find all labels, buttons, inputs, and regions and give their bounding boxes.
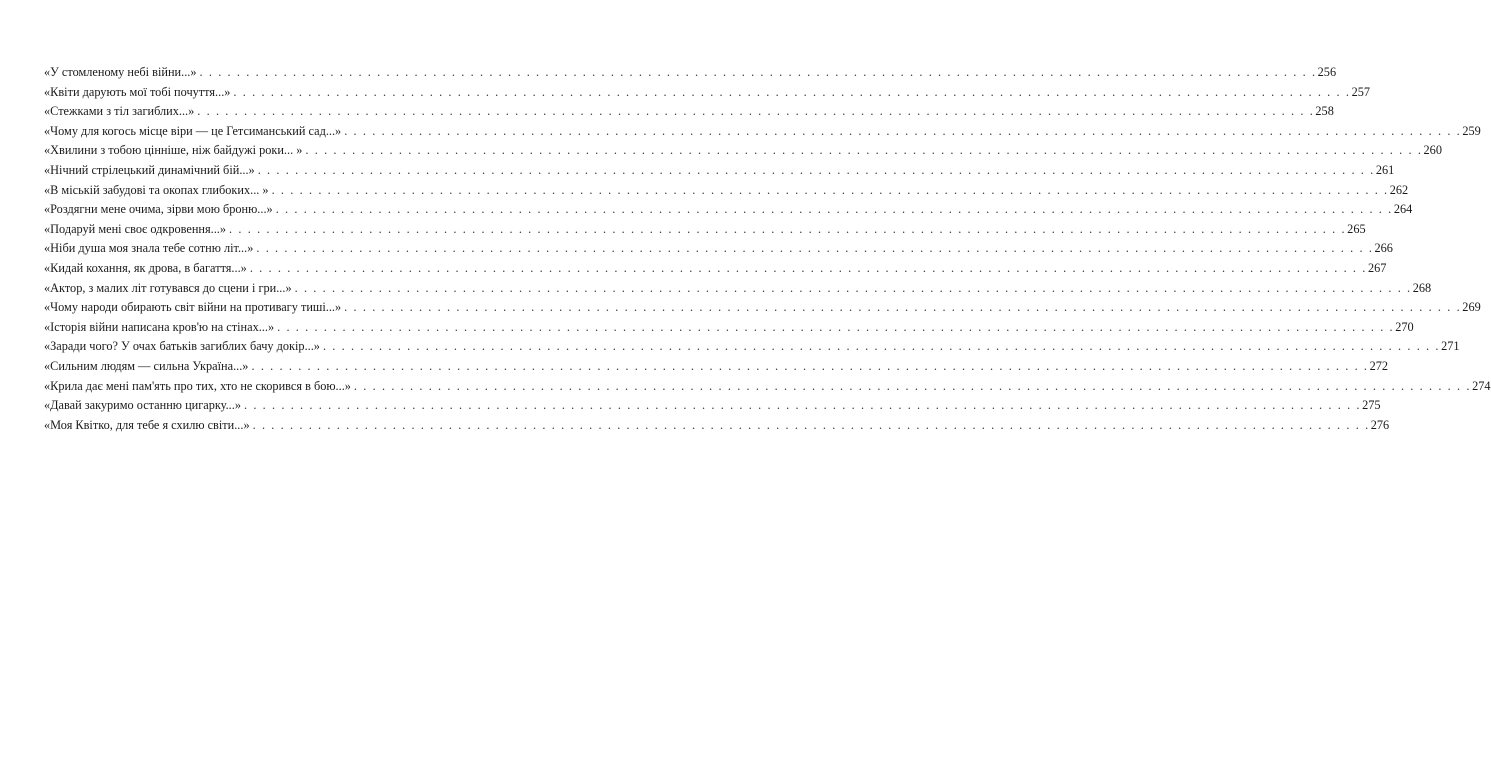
dot-leader: . . . . . . . . . . . . . . . . . . . . . . . . . . . . . . . . . . . . . . . . . . . . . . . . . . . . . . . . . . . . . . . . . . . . . . . . . . . . . . . . . . . . . . . . . . . . . . . . . . . . . . . . . . . . . . . . . . . . . . . .	[197, 104, 1315, 119]
toc-entry-title: «В міській забудові та окопах глибоких... »	[44, 182, 269, 197]
toc-entry-title: «Хвилини з тобою цінніше, ніж байдужі роки... »	[44, 143, 303, 158]
toc-entry	[44, 220, 1366, 240]
toc-entry-page-number: 269	[1462, 300, 1481, 315]
toc-entry-title: «Крила дає мені пам'ять про тих, хто не скорився в бою...»	[44, 378, 351, 393]
toc-entry-page-number: 276	[1370, 417, 1390, 432]
toc-entry-page-number: 265	[1347, 221, 1366, 236]
dot-leader: . . . . . . . . . . . . . . . . . . . . . . . . . . . . . . . . . . . . . . . . . . . . . . . . . . . . . . . . . . . . . . . . . . . . . . . . . . . . . . . . . . . . . . . . . . . . . . . . . . . . . . . . . . . . . . . . . . . . . . . .	[199, 65, 1317, 79]
toc-entry-page-number: 274	[1472, 378, 1491, 393]
toc-entry-page-number: 264	[1393, 202, 1413, 217]
dot-leader: . . . . . . . . . . . . . . . . . . . . . . . . . . . . . . . . . . . . . . . . . . . . . . . . . . . . . . . . . . . . . . . . . . . . . . . . . . . . . . . . . . . . . . . . . . . . . . . . . . . . . . . . . . . . . . . . . . . . . . . .	[277, 319, 1395, 334]
toc-entry-title: «Заради чого? У очах батьків загиблих бачу докір...»	[44, 339, 320, 354]
toc-entry	[44, 279, 1432, 299]
toc-entry	[44, 377, 1491, 397]
dot-leader: . . . . . . . . . . . . . . . . . . . . . . . . . . . . . . . . . . . . . . . . . . . . . . . . . . . . . . . . . . . . . . . . . . . . . . . . . . . . . . . . . . . . . . . . . . . . . . . . . . . . . . . . . . . . . . . . . . . . . . . .	[353, 378, 1472, 393]
toc-entry-title: «Квіти дарують мої тобі почуття...»	[44, 84, 231, 99]
toc-entry	[44, 63, 1337, 83]
toc-entry-page-number: 260	[1423, 143, 1442, 158]
toc-entry-page-number: 257	[1351, 84, 1371, 99]
toc-entry-page-number: 258	[1315, 104, 1334, 119]
toc-entry	[44, 141, 1442, 161]
toc-entry-title: «Подаруй мені своє одкровення...»	[44, 221, 227, 236]
toc-entry-page-number: 268	[1412, 280, 1432, 295]
dot-leader: . . . . . . . . . . . . . . . . . . . . . . . . . . . . . . . . . . . . . . . . . . . . . . . . . . . . . . . . . . . . . . . . . . . . . . . . . . . . . . . . . . . . . . . . . . . . . . . . . . . . . . . . . . . . . . . . . . . . . . . .	[249, 260, 1367, 275]
toc-entry-page-number: 271	[1441, 339, 1460, 354]
toc-entry-title: «Роздягни мене очима, зірви мою броню...»	[44, 202, 273, 217]
dot-leader: . . . . . . . . . . . . . . . . . . . . . . . . . . . . . . . . . . . . . . . . . . . . . . . . . . . . . . . . . . . . . . . . . . . . . . . . . . . . . . . . . . . . . . . . . . . . . . . . . . . . . . . . . . . . . . . . . . . . . . . .	[243, 398, 1362, 413]
table-of-contents	[44, 63, 1491, 435]
toc-entry-page-number: 270	[1395, 319, 1414, 334]
toc-entry	[44, 318, 1414, 338]
dot-leader: . . . . . . . . . . . . . . . . . . . . . . . . . . . . . . . . . . . . . . . . . . . . . . . . . . . . . . . . . . . . . . . . . . . . . . . . . . . . . . . . . . . . . . . . . . . . . . . . . . . . . . . . . . . . . . . . . . . . . . . .	[294, 280, 1412, 295]
toc-entry-title: «Сильним людям — сильна Україна...»	[44, 358, 249, 373]
toc-entry-title: «Моя Квітко, для тебе я схилю світи...»	[44, 417, 250, 432]
toc-entry-title: «Кидай кохання, як дрова, в багаття...»	[44, 260, 247, 275]
dot-leader: . . . . . . . . . . . . . . . . . . . . . . . . . . . . . . . . . . . . . . . . . . . . . . . . . . . . . . . . . . . . . . . . . . . . . . . . . . . . . . . . . . . . . . . . . . . . . . . . . . . . . . . . . . . . . . . . . . . . . . . .	[251, 358, 1369, 373]
dot-leader: . . . . . . . . . . . . . . . . . . . . . . . . . . . . . . . . . . . . . . . . . . . . . . . . . . . . . . . . . . . . . . . . . . . . . . . . . . . . . . . . . . . . . . . . . . . . . . . . . . . . . . . . . . . . . . . . . . . . . . . .	[257, 162, 1375, 177]
dot-leader: . . . . . . . . . . . . . . . . . . . . . . . . . . . . . . . . . . . . . . . . . . . . . . . . . . . . . . . . . . . . . . . . . . . . . . . . . . . . . . . . . . . . . . . . . . . . . . . . . . . . . . . . . . . . . . . . . . . . . . . .	[275, 202, 1393, 217]
toc-entry-title: «Нічний стрілецький динамічний бій...»	[44, 162, 255, 177]
toc-entry-page-number: 261	[1375, 162, 1395, 177]
toc-entry	[44, 122, 1481, 142]
toc-entry	[44, 102, 1334, 122]
toc-entry-page-number: 267	[1367, 260, 1387, 275]
dot-leader: . . . . . . . . . . . . . . . . . . . . . . . . . . . . . . . . . . . . . . . . . . . . . . . . . . . . . . . . . . . . . . . . . . . . . . . . . . . . . . . . . . . . . . . . . . . . . . . . . . . . . . . . . . . . . . . . . . . . . . . .	[229, 221, 1347, 236]
dot-leader: . . . . . . . . . . . . . . . . . . . . . . . . . . . . . . . . . . . . . . . . . . . . . . . . . . . . . . . . . . . . . . . . . . . . . . . . . . . . . . . . . . . . . . . . . . . . . . . . . . . . . . . . . . . . . . . . . . . . . . . .	[305, 143, 1423, 158]
toc-entry-page-number: 275	[1362, 398, 1381, 413]
toc-entry	[44, 298, 1481, 318]
dot-leader: . . . . . . . . . . . . . . . . . . . . . . . . . . . . . . . . . . . . . . . . . . . . . . . . . . . . . . . . . . . . . . . . . . . . . . . . . . . . . . . . . . . . . . . . . . . . . . . . . . . . . . . . . . . . . . . . . . . . . . . .	[271, 182, 1389, 197]
toc-entry-title: «Стежками з тіл загиблих...»	[44, 104, 195, 119]
dot-leader: . . . . . . . . . . . . . . . . . . . . . . . . . . . . . . . . . . . . . . . . . . . . . . . . . . . . . . . . . . . . . . . . . . . . . . . . . . . . . . . . . . . . . . . . . . . . . . . . . . . . . . . . . . . . . . . . . . . . . . . .	[322, 339, 1441, 354]
toc-entry-page-number: 259	[1462, 123, 1481, 138]
dot-leader: . . . . . . . . . . . . . . . . . . . . . . . . . . . . . . . . . . . . . . . . . . . . . . . . . . . . . . . . . . . . . . . . . . . . . . . . . . . . . . . . . . . . . . . . . . . . . . . . . . . . . . . . . . . . . . . . . . . . . . . .	[233, 84, 1351, 99]
toc-entry	[44, 200, 1413, 220]
toc-entry-page-number: 256	[1317, 65, 1337, 79]
toc-entry	[44, 259, 1387, 279]
toc-entry	[44, 161, 1395, 181]
toc-entry-title: «Ніби душа моя знала тебе сотню літ...»	[44, 241, 254, 256]
toc-entry-title: «Чому для когось місце віри — це Гетсиманський сад...»	[44, 123, 342, 138]
toc-entry-title: «Чому народи обирають світ війни на противагу тиші...»	[44, 300, 342, 315]
toc-entry-title: «Історія війни написана кров'ю на стінах...»	[44, 319, 275, 334]
toc-entry-title: «Давай закуримо останню цигарку...»	[44, 398, 241, 413]
toc-entry-title: «У стомленому небі війни...»	[44, 65, 197, 79]
toc-entry-page-number: 262	[1389, 182, 1409, 197]
toc-entry	[44, 83, 1371, 103]
dot-leader: . . . . . . . . . . . . . . . . . . . . . . . . . . . . . . . . . . . . . . . . . . . . . . . . . . . . . . . . . . . . . . . . . . . . . . . . . . . . . . . . . . . . . . . . . . . . . . . . . . . . . . . . . . . . . . . . . . . . . . . .	[344, 123, 1462, 138]
toc-entry-page-number: 272	[1369, 358, 1389, 373]
toc-entry	[44, 337, 1460, 357]
toc-entry	[44, 396, 1381, 416]
dot-leader: . . . . . . . . . . . . . . . . . . . . . . . . . . . . . . . . . . . . . . . . . . . . . . . . . . . . . . . . . . . . . . . . . . . . . . . . . . . . . . . . . . . . . . . . . . . . . . . . . . . . . . . . . . . . . . . . . . . . . . . .	[256, 241, 1374, 256]
toc-entry-page-number: 266	[1374, 241, 1393, 256]
toc-entry	[44, 357, 1389, 377]
toc-entry	[44, 181, 1409, 201]
toc-entry-title: «Актор, з малих літ готувався до сцени і гри...»	[44, 280, 292, 295]
dot-leader: . . . . . . . . . . . . . . . . . . . . . . . . . . . . . . . . . . . . . . . . . . . . . . . . . . . . . . . . . . . . . . . . . . . . . . . . . . . . . . . . . . . . . . . . . . . . . . . . . . . . . . . . . . . . . . . . . . . . . . . .	[344, 300, 1462, 315]
toc-entry	[44, 416, 1390, 436]
dot-leader: . . . . . . . . . . . . . . . . . . . . . . . . . . . . . . . . . . . . . . . . . . . . . . . . . . . . . . . . . . . . . . . . . . . . . . . . . . . . . . . . . . . . . . . . . . . . . . . . . . . . . . . . . . . . . . . . . . . . . . . .	[252, 417, 1370, 432]
toc-entry	[44, 239, 1393, 259]
